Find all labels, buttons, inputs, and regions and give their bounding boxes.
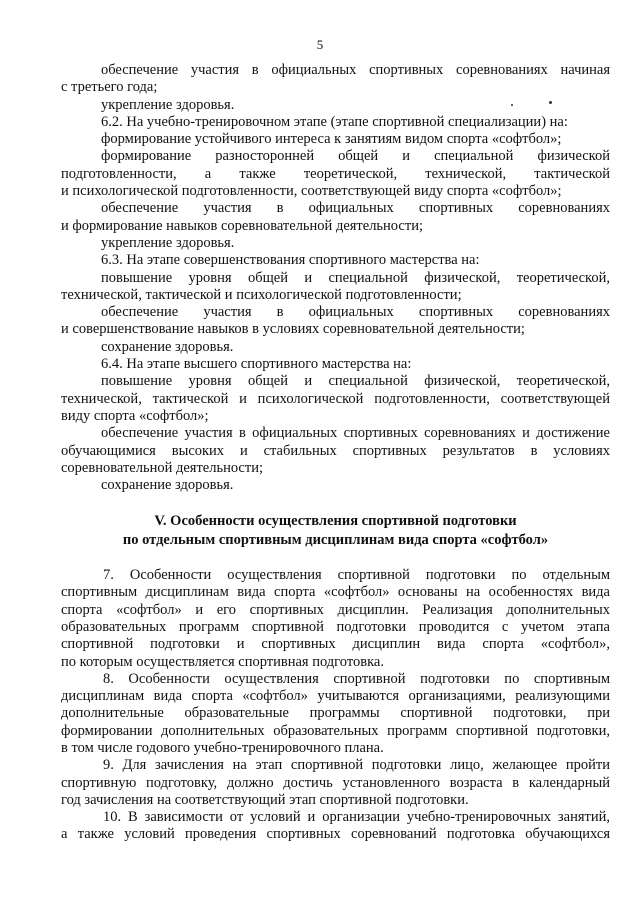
text-line: образовательных программ спортивной подготовки проводится с учетом этапа [61,618,610,635]
text-line: формирование устойчивого интереса к занятиям видом спорта «софтбол»; [101,131,562,148]
text-line: обучающимися высоких и стабильных спортивных результатов в условиях [61,442,610,459]
text-line: 7. Особенности осуществления спортивной подготовки по отдельным [103,567,610,584]
text-line: укрепление здоровья. [101,96,235,113]
text-line: 10. В зависимости от условий и организации учебно-тренировочных занятий, [103,809,610,826]
text-line: повышение уровня общей и специальной физической, теоретической, [101,373,610,390]
text-line: сохранение здоровья. [101,338,234,355]
text-line: подготовленности, а также теоретической, технической, тактической [61,165,610,182]
text-line: а также условий проведения спортивных соревнований подготовка обучающихся [61,826,610,843]
text-line: 6.2. На учебно-тренировочном этапе (этапе спортивной специализации) на: [101,113,568,130]
text-line: по которым осуществляется спортивная подготовка. [61,653,384,670]
text-line: технической, тактической и психологической подготовленности, соответствующей [61,390,610,407]
text-line: 8. Особенности осуществления спортивной подготовки по спортивным [103,670,610,687]
text-line: 9. Для зачисления на этап спортивной подготовки лицо, желающее пройти [103,757,610,774]
text-line: обеспечение участия в официальных спортивных соревнованиях и достижение [101,425,610,442]
text-line: 6.4. На этапе высшего спортивного мастерства на: [101,356,412,373]
text-line: укрепление здоровья. [101,234,235,251]
text-line: сохранение здоровья. [101,477,234,494]
text-line: и формирование навыков соревновательной деятельности; [61,217,423,234]
text-line: спортивным дисциплинам вида спорта «софтбол» основаны на особенностях вида [61,584,610,601]
text-line: обеспечение участия в официальных спортивных соревнованиях [101,200,610,217]
text-line: спорта «софтбол» и его спортивных дисциплин. Реализация дополнительных [61,601,610,618]
text-line: в том числе годового учебно-тренировочного плана. [61,739,384,756]
section-heading: V. Особенности осуществления спортивной подготовки [154,512,517,529]
text-line: с третьего года; [61,79,158,96]
text-line: обеспечение участия в официальных спортивных соревнованиях начиная [101,62,610,78]
section-heading: по отдельным спортивным дисциплинам вида спорта «софтбол» [122,531,549,548]
text-line: дополнительные образовательные программы спортивной подготовки, при [61,705,610,722]
text-line: соревновательной деятельности; [61,459,263,476]
text-line: спортивной подготовки и спортивных дисциплин вида спорта «софтбол», [61,636,610,653]
text-line: спортивную подготовку, должно достичь установленного возраста в календарный [61,774,610,791]
page-number: 5 [316,37,324,52]
text-line: обеспечение участия в официальных спортивных соревнованиях [101,304,610,321]
text-line: повышение уровня общей и специальной физической, теоретической, [101,269,610,286]
text-line: формирование разносторонней общей и специальной физической [101,148,610,165]
text-line: технической, тактической и психологической подготовленности; [61,286,462,303]
text-line: и психологической подготовленности, соответствующей виду спорта «софтбол»; [61,183,562,200]
text-line: виду спорта «софтбол»; [61,407,209,424]
text-line: 6.3. На этапе совершенствования спортивного мастерства на: [101,252,480,269]
text-line: год зачисления на соответствующий этап спортивной подготовки. [61,791,469,808]
body-text [61,62,610,844]
text-line: и совершенствование навыков в условиях соревновательной деятельности; [61,321,525,338]
text-line: формировании дополнительных образовательных программ спортивной подготовки, [61,722,610,739]
text-line: дисциплинам вида спорта «софтбол» учитываются организациями, реализующими [61,688,610,705]
